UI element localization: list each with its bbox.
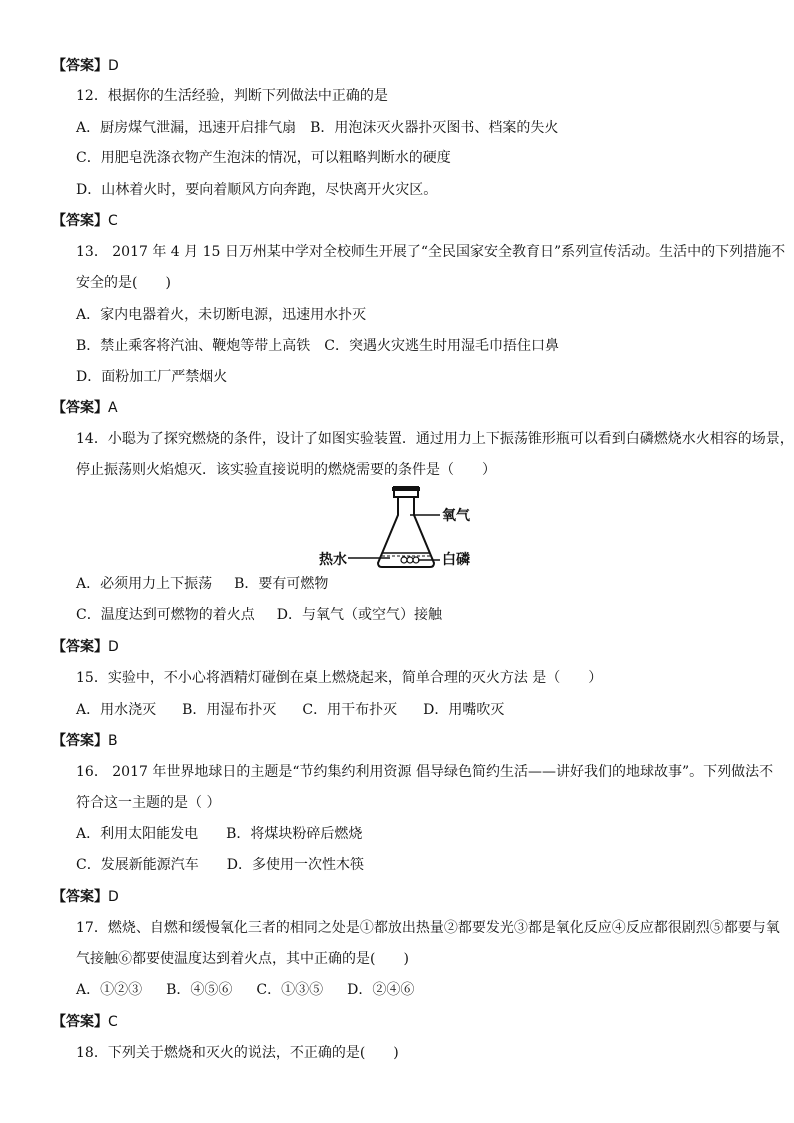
answer-label: 【答案】: [52, 733, 108, 749]
answer-value: D: [108, 889, 119, 905]
answer-label: 【答案】: [52, 889, 108, 905]
question-14-option-b: B．要有可燃物: [234, 576, 329, 592]
question-16-stem-line2: 符合这一主题的是（ ）: [76, 795, 221, 811]
figure-label-phosphorus: 白磷: [442, 552, 470, 568]
question-15-option-c: C．用干布扑灭: [302, 702, 398, 718]
question-17-stem-line2: 气接触⑥都要使温度达到着火点，其中正确的是( ): [76, 951, 409, 967]
question-12-option-c: C．用肥皂洗涤衣物产生泡沫的情况，可以粗略判断水的硬度: [76, 150, 451, 166]
question-13-stem-line1: 13． 2017 年 4 月 15 日万州某中学对全校师生开展了“全民国家安全教育日”系列宣传活动。生活中的下列措施不: [76, 244, 786, 260]
question-16-option-b: B．将煤块粉碎后燃烧: [226, 826, 363, 842]
question-15-option-d: D．用嘴吹灭: [423, 702, 505, 718]
answer-value: D: [108, 639, 119, 655]
question-13-stem-line2: 安全的是( ): [76, 275, 171, 291]
answer-16: [52, 887, 119, 907]
question-13-option-b: B．禁止乘客将汽油、鞭炮等带上高铁: [76, 338, 311, 354]
figure-label-hotwater: 热水: [319, 552, 347, 568]
question-14-options-ab: [76, 574, 328, 594]
question-12-option-a: A．厨房煤气泄漏，迅速开启排气扇: [76, 120, 297, 136]
question-18-stem: 18．下列关于燃烧和灭火的说法，不正确的是( ): [76, 1045, 399, 1061]
answer-15: [52, 731, 118, 751]
flask-stopper-top: [392, 487, 420, 491]
answer-14: [52, 637, 119, 657]
question-17-option-c: C．①③⑤: [256, 982, 324, 998]
question-16-options-ab: [76, 824, 362, 844]
question-16-option-a: A．利用太阳能发电: [76, 826, 199, 842]
question-13-option-d: D．面粉加工厂严禁烟火: [76, 369, 228, 385]
question-14-options-cd: [76, 605, 442, 625]
question-17-option-b: B．④⑤⑥: [166, 982, 233, 998]
question-15-stem: 15．实验中，不小心将酒精灯碰倒在桌上燃烧起来，简单合理的灭火方法 是（ ）: [76, 670, 603, 686]
question-16-option-c: C．发展新能源汽车: [76, 857, 199, 873]
answer-label: 【答案】: [52, 1014, 108, 1030]
answer-value: C: [108, 213, 118, 229]
question-14-option-a: A．必须用力上下振荡: [76, 576, 213, 592]
question-14-stem-line2: 停止振荡则火焰熄灭．该实验直接说明的燃烧需要的条件是（ ）: [76, 462, 496, 478]
answer-12: [52, 211, 118, 231]
question-17-option-a: A．①②③: [76, 982, 143, 998]
question-16-stem-line1: 16． 2017 年世界地球日的主题是“节约集约利用资源 倡导绿色简约生活——讲好我们的地球故事”。下列做法不: [76, 764, 774, 780]
phosphorus-blob: [407, 557, 413, 563]
question-13-options-bc: [76, 336, 559, 356]
answer-17: [52, 1012, 118, 1032]
question-12-option-d: D．山林着火时，要向着顺风方向奔跑，尽快离开火灾区。: [76, 182, 438, 198]
answer-value: A: [108, 400, 118, 416]
question-17-stem-line1: 17．燃烧、自燃和缓慢氧化三者的相同之处是①都放出热量②都要发光③都是氧化反应④反应都很剧烈⑤都要与氧: [76, 920, 780, 936]
question-13-option-a: A．家内电器着火，未切断电源，迅速用水扑灭: [76, 307, 367, 323]
answer-label: 【答案】: [52, 400, 108, 416]
answer-value: C: [108, 1014, 118, 1030]
question-14-option-c: C．温度达到可燃物的着火点: [76, 607, 255, 623]
question-15-options: [76, 700, 504, 720]
answer-13: [52, 398, 118, 418]
question-16-options-cd: [76, 855, 364, 875]
question-15-option-b: B．用湿布扑灭: [182, 702, 277, 718]
phosphorus-blob: [401, 557, 407, 563]
answer-value: B: [108, 733, 118, 749]
question-14-stem-line1: 14．小聪为了探究燃烧的条件，设计了如图实验装置．通过用力上下振荡锥形瓶可以看到白磷燃烧水火相容的场景，: [76, 431, 794, 447]
question-16-option-d: D．多使用一次性木筷: [226, 857, 364, 873]
question-12-stem: 12．根据你的生活经验，判断下列做法中正确的是: [76, 88, 388, 104]
figure-label-oxygen: 氧气: [442, 508, 470, 524]
answer-label: 【答案】: [52, 639, 108, 655]
flask-outline: [378, 497, 434, 567]
question-17-option-d: D．②④⑥: [347, 982, 415, 998]
answer-11: [52, 56, 119, 76]
question-14-option-d: D．与氧气（或空气）接触: [276, 607, 442, 623]
answer-value: D: [108, 58, 119, 74]
question-17-options: [76, 980, 414, 1000]
question-12-options-ab: [76, 118, 558, 138]
question-15-option-a: A．用水浇灭: [76, 702, 157, 718]
answer-label: 【答案】: [52, 213, 108, 229]
question-12-option-b: B．用泡沫灭火器扑灭图书、档案的失火: [310, 120, 559, 136]
answer-label: 【答案】: [52, 58, 108, 74]
question-13-option-c: C．突遇火灾逃生时用湿毛巾捂住口鼻: [324, 338, 560, 354]
